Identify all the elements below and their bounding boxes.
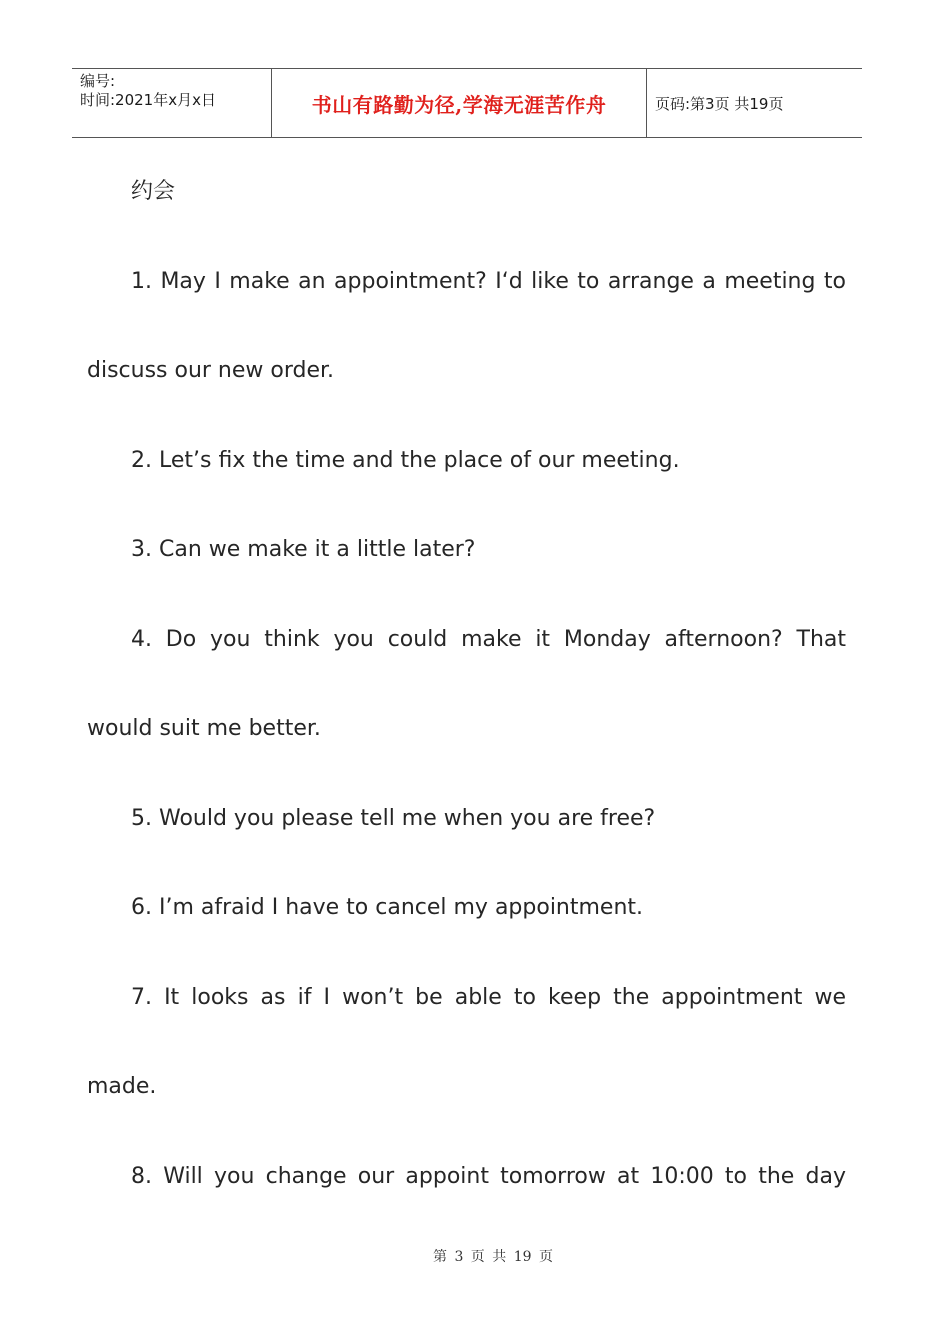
document-time-label: 时间:2021年x月x日 bbox=[80, 91, 216, 109]
item-1-line-2: discuss our new order. bbox=[87, 358, 335, 383]
header-meta bbox=[72, 69, 272, 137]
item-4-line-2: would suit me better. bbox=[87, 716, 321, 741]
item-5: 5. Would you please tell me when you are free? bbox=[131, 805, 656, 831]
header-page-info: 页码:第3页 共19页 bbox=[655, 94, 784, 113]
item-6: 6. I’m afraid I have to cancel my appointment. bbox=[131, 895, 644, 920]
item-4-line-1: 4. Do you think you could make it Monday afternoon? That bbox=[131, 626, 846, 652]
document-number-label: 编号: bbox=[80, 72, 116, 90]
item-2: 2. Let’s fix the time and the place of our meeting. bbox=[131, 447, 680, 473]
item-3: 3. Can we make it a little later? bbox=[131, 537, 476, 562]
item-7-line-2: made. bbox=[87, 1074, 157, 1099]
item-7-line-1: 7. It looks as if I won’t be able to keep the appointment we bbox=[131, 984, 846, 1010]
document-title: 约会 bbox=[131, 179, 176, 204]
page-footer: 第 3 页 共 19 页 bbox=[433, 1249, 553, 1265]
item-8-line-1: 8. Will you change our appoint tomorrow at 10:00 to the day bbox=[131, 1163, 846, 1189]
document-body bbox=[87, 170, 846, 1199]
page-header bbox=[72, 68, 862, 138]
header-motto: 书山有路勤为径,学海无涯苦作舟 bbox=[272, 69, 647, 137]
item-1-line-1: 1. May I make an appointment? I‘d like to arrange a meeting to bbox=[131, 268, 846, 294]
